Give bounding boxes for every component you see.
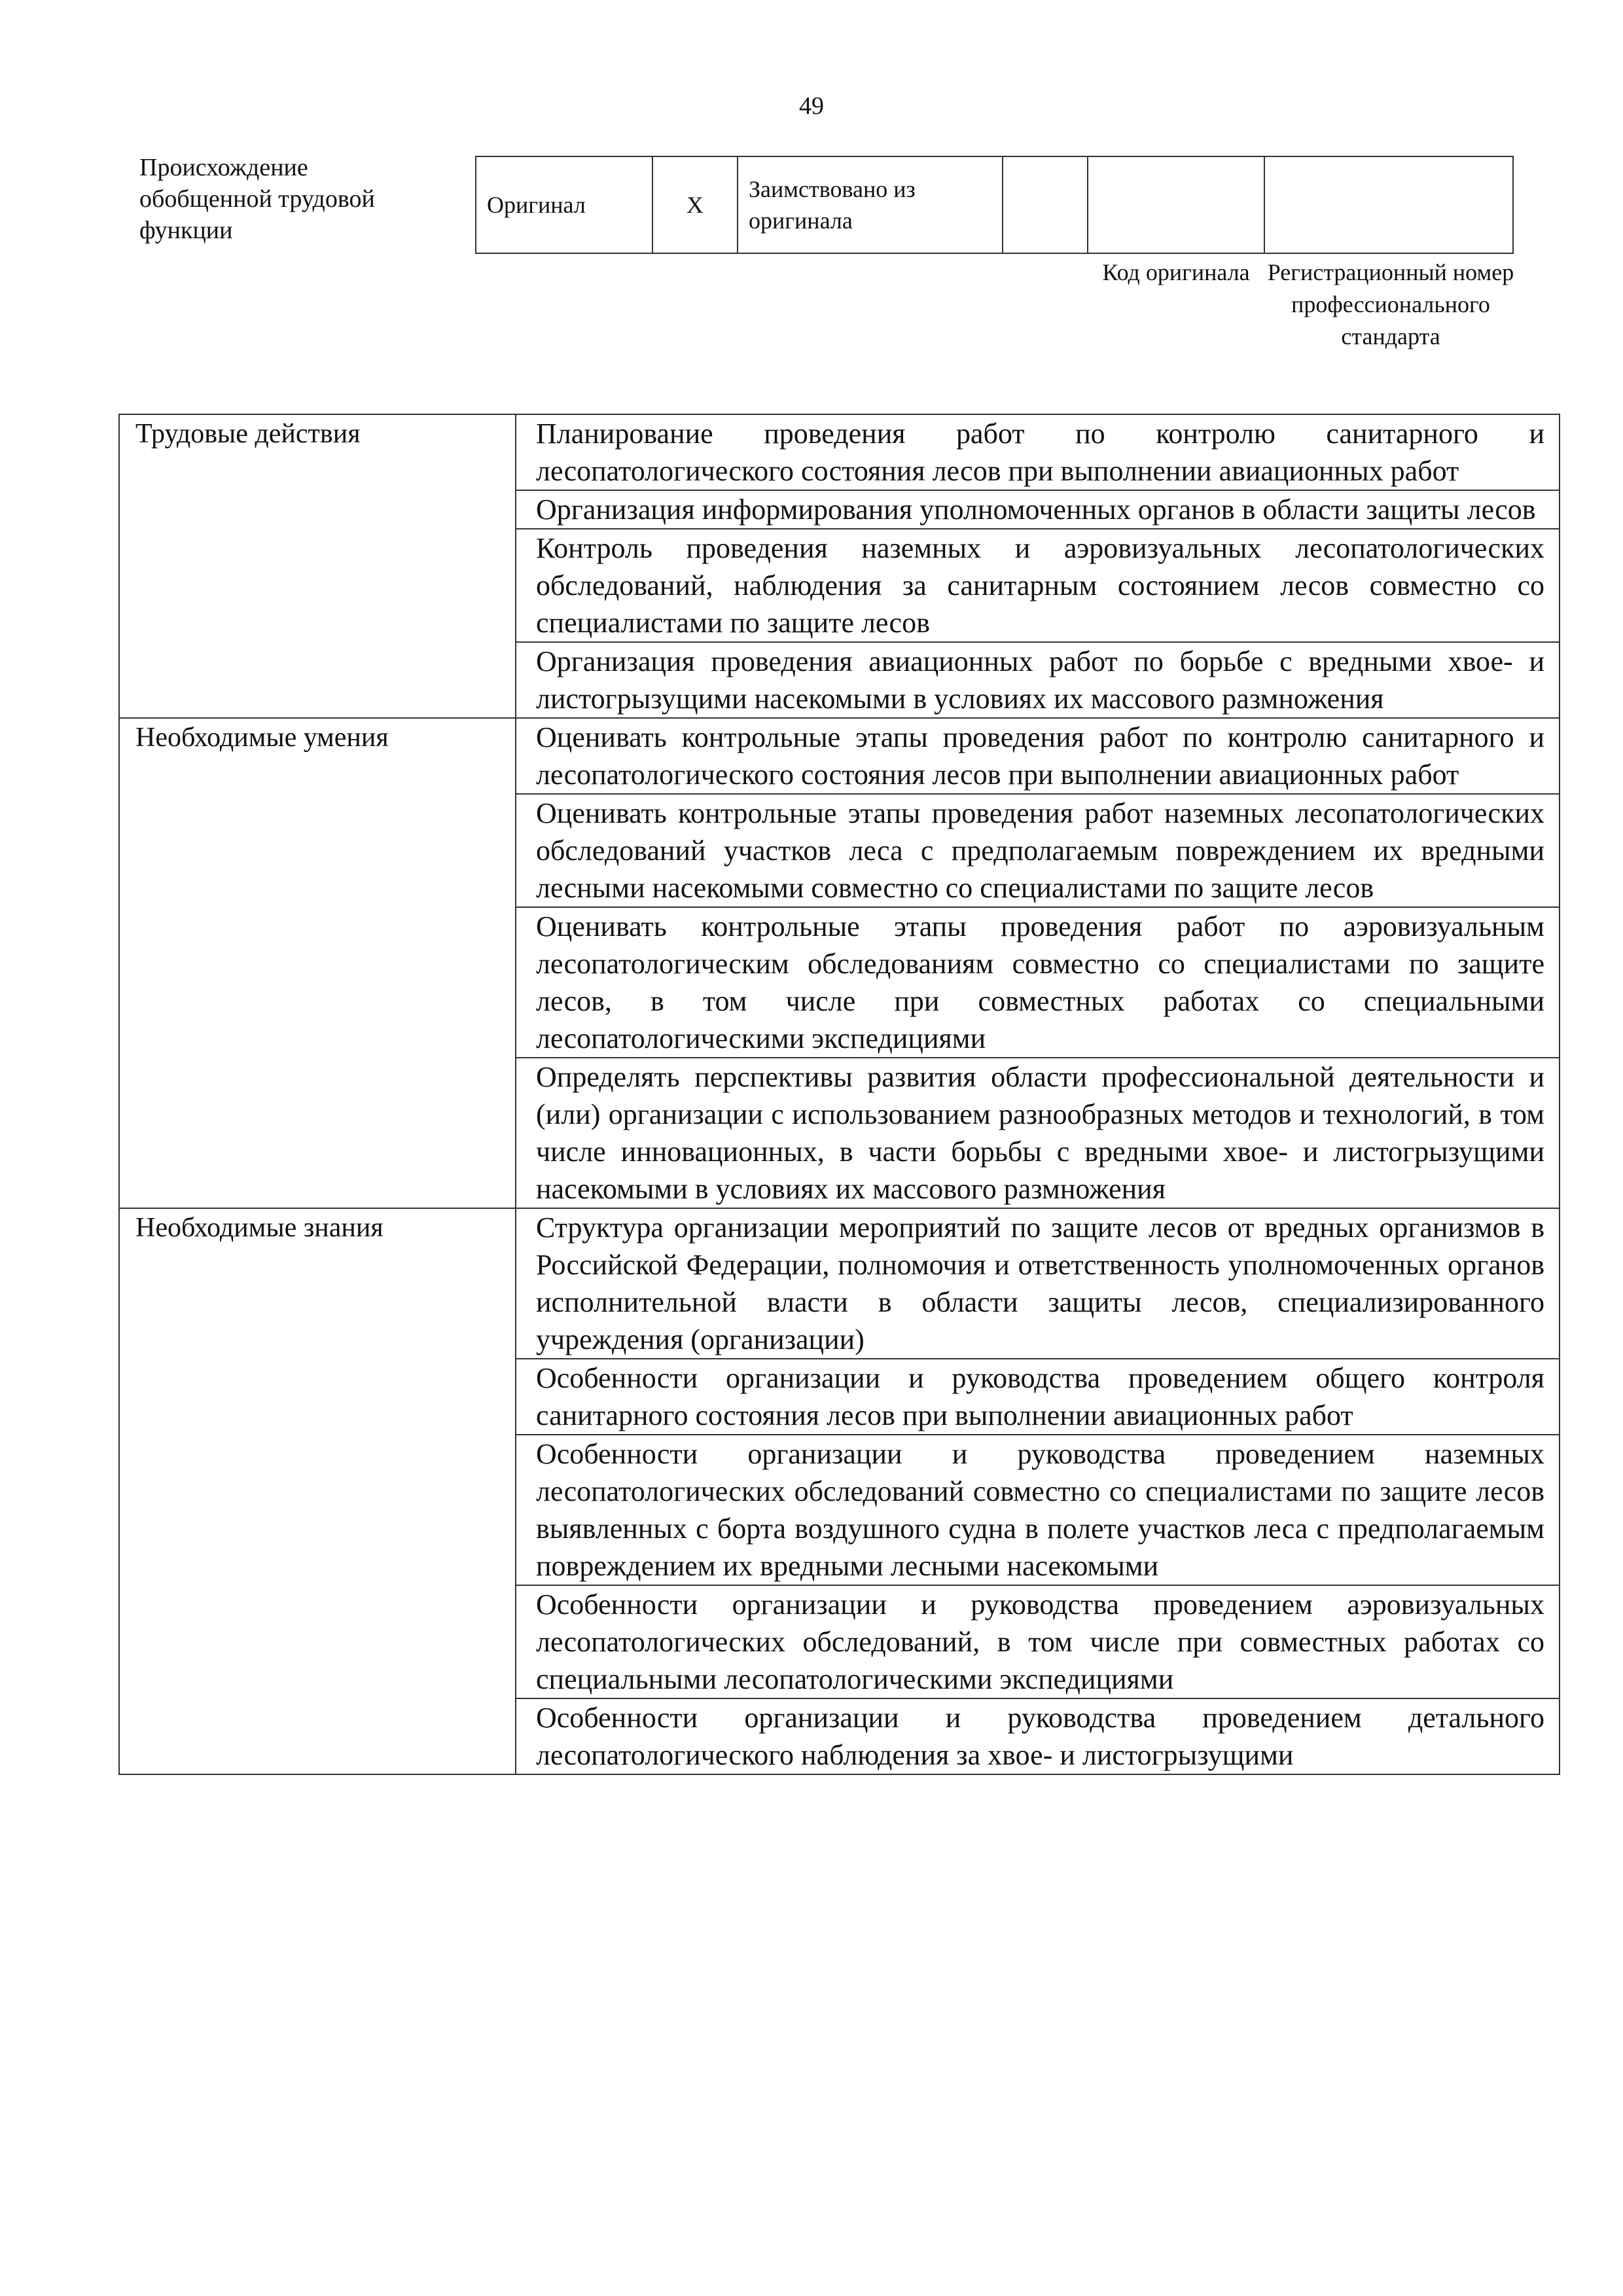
origin-table — [475, 156, 1514, 254]
table-cell: Оценивать контрольные этапы проведения работ по аэровизуальным лесопатологическим обследованиям совместно со специалистами по защите лесов, в том числе при совместных работах со специальными лесопатологическими экспедициями — [516, 907, 1560, 1058]
registration-number-cell — [1264, 156, 1513, 253]
table-row — [119, 1208, 1560, 1359]
table-cell: Планирование проведения работ по контролю санитарного и лесопатологического состояния лесов при выполнении авиационных работ — [516, 414, 1560, 490]
original-code-cell — [1088, 156, 1264, 253]
table-cell: Особенности организации и руководства проведением наземных лесопатологических обследований совместно со специалистами по защите лесов выявленных с борта воздушного судна в полете участков леса с предполагаемым повреждением их вредными лесными насекомыми — [516, 1435, 1560, 1585]
original-code-caption: Код оригинала — [1102, 259, 1250, 285]
table-cell: Оценивать контрольные этапы проведения работ по контролю санитарного и лесопатологического состояния лесов при выполнении авиационных работ — [516, 718, 1560, 794]
registration-number-caption: Регистрационный номер профессионального стандарта — [1267, 259, 1514, 350]
section-title-required-skills: Необходимые умения — [119, 718, 516, 1208]
table-cell: Организация информирования уполномоченных органов в области защиты лесов — [516, 490, 1560, 529]
borrowed-mark — [1003, 156, 1088, 253]
origin-label: Происхождение обобщенной трудовой функции — [139, 154, 375, 244]
borrowed-label: Заимствовано из оригинала — [738, 156, 1003, 253]
page-number: 49 — [799, 92, 824, 120]
section-title-labor-actions: Трудовые действия — [119, 414, 516, 718]
table-cell: Контроль проведения наземных и аэровизуальных лесопатологических обследований, наблюдения за санитарным состоянием лесов совместно со специалистами по защите лесов — [516, 529, 1560, 642]
table-row — [119, 414, 1560, 490]
table-cell: Особенности организации и руководства проведением детального лесопатологического наблюдения за хвое- и листогрызущими — [516, 1698, 1560, 1774]
table-cell: Особенности организации и руководства проведением общего контроля санитарного состояния лесов при выполнении авиационных работ — [516, 1359, 1560, 1435]
table-row — [119, 718, 1560, 794]
table-cell: Определять перспективы развития области профессиональной деятельности и (или) организации с использованием разнообразных методов и технологий, в том числе инновационных, в части борьбы с вредными хвое- и листогрызущими насекомыми в условиях их массового размножения — [516, 1058, 1560, 1208]
table-cell: Особенности организации и руководства проведением аэровизуальных лесопатологических обследований, в том числе при совместных работах со специальными лесопатологическими экспедициями — [516, 1585, 1560, 1698]
original-mark: X — [652, 156, 738, 253]
table-cell: Оценивать контрольные этапы проведения работ наземных лесопатологических обследований участков леса с предполагаемым повреждением их вредными лесными насекомыми совместно со специалистами по защите лесов — [516, 794, 1560, 907]
original-label: Оригинал — [476, 156, 652, 253]
section-title-required-knowledge: Необходимые знания — [119, 1208, 516, 1774]
labor-function-table — [118, 414, 1560, 1775]
table-cell: Структура организации мероприятий по защите лесов от вредных организмов в Российской Федерации, полномочия и ответственность уполномоченных органов исполнительной власти в области защиты лесов, специализированного учреждения (организации) — [516, 1208, 1560, 1359]
table-cell: Организация проведения авиационных работ по борьбе с вредными хвое- и листогрызущими насекомыми в условиях их массового размножения — [516, 642, 1560, 718]
